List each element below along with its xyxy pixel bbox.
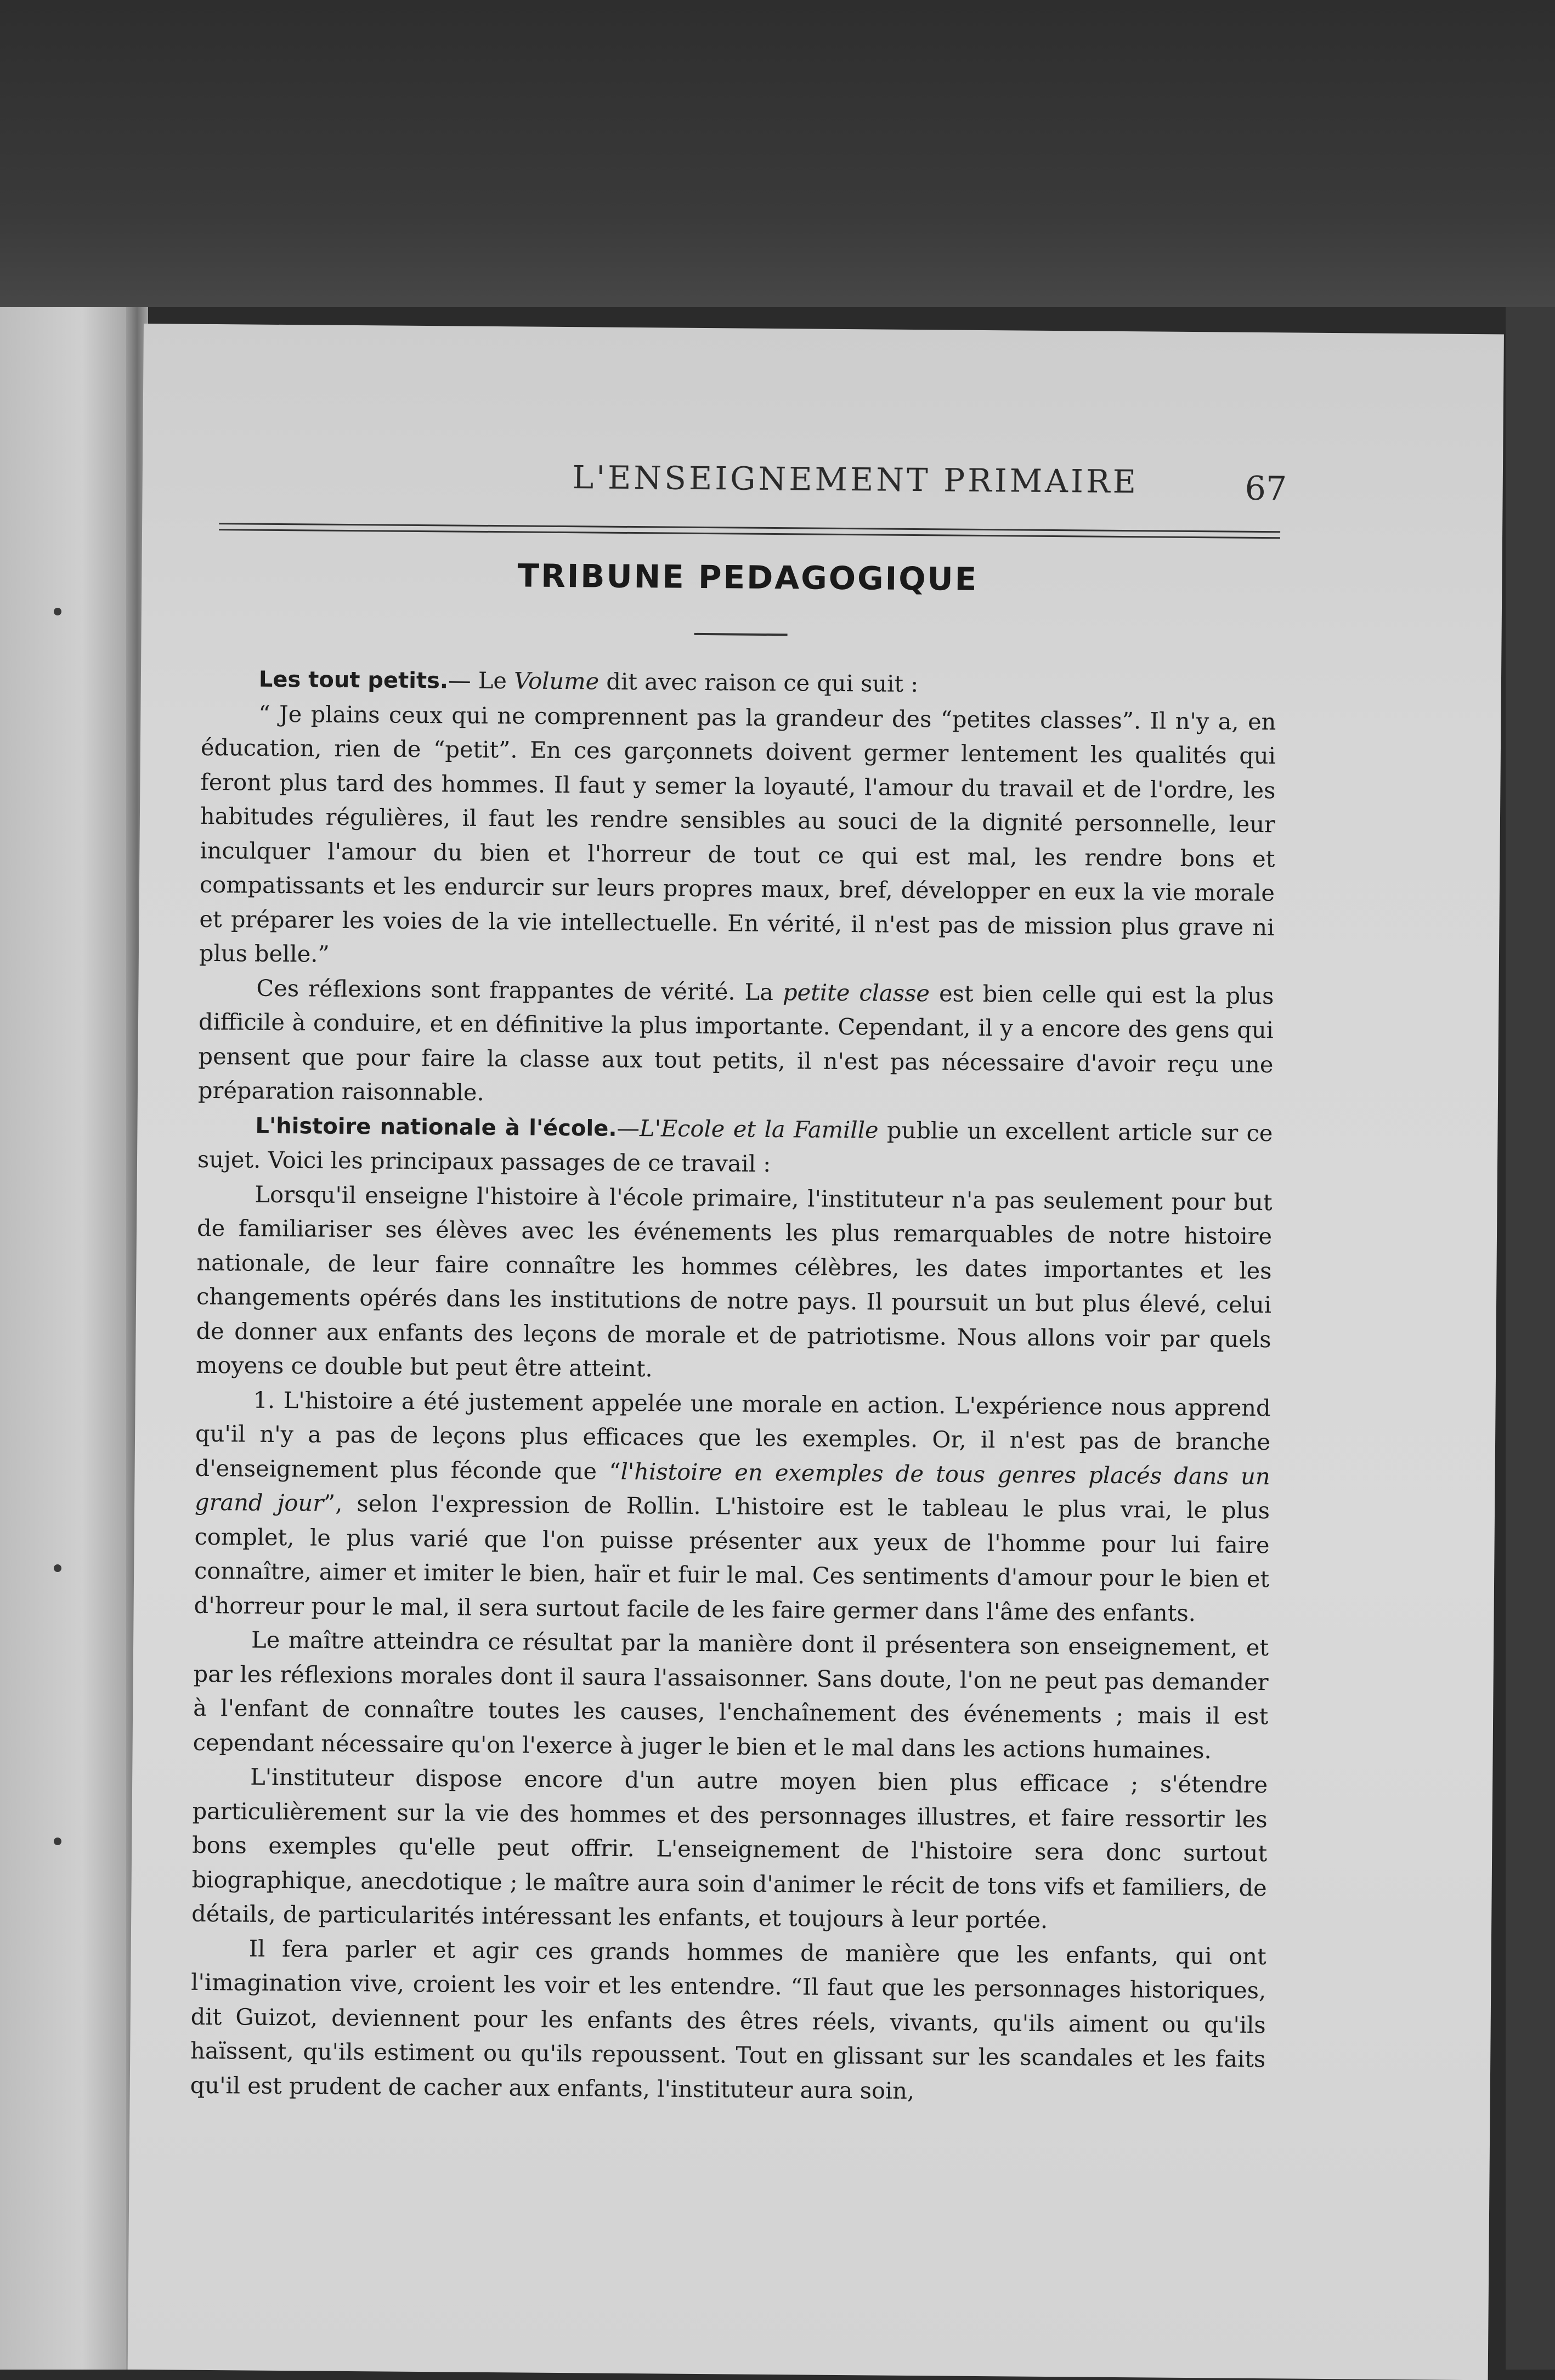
paragraph: Il fera parler et agir ces grands hommes de manière que les enfants, qui ont l'imagination vive, croient les voir et les entendre. “Il faut que les personnages historiques, dit Guizot, deviennent pour les enfants des êtres réels, vivants, qu'ils aiment ou qu'ils haïssent, qu'ils estiment ou qu'ils repoussent. Tout en glissant sur les scandales et les faits qu'il est prudent de cacher aux enfants, l'instituteur aura soin,: [190, 1935, 1266, 2104]
paragraph: [198, 970, 1274, 1116]
quote-paragraph: “ Je plains ceux qui ne comprennent pas la grandeur des “petites classes”. Il n'y a, en éducation, rien de “petit”. En ces garçonnets doivent germer lentement les qualités qui feront plus tard des hommes. Il faut y semer la loyauté, l'amour du travail et de l'ordre, les habitudes régulières, il faut les rendre sensibles au souci de la dignité personnelle, leur inculquer l'amour du bien et l'horreur de tout ce qui est mal, les rendre bons et compatissants et les endurcir sur leurs propres maux, bref, développer en eux la vie morale et préparer les voies de la vie intellectuelle. En vérité, il n'est pas de mission plus grave ni plus belle.”: [199, 700, 1276, 968]
paragraph: L'instituteur dispose encore d'un autre moyen bien plus efficace ; s'étendre particulièrement sur la vie des hommes et des personnages illustres, et faire ressortir les bons exemples qu'elle peut offrir. L'enseignement de l'histoire sera donc surtout biographique, anecdotique ; le maître aura soin d'animer le récit de tons vifs et familiers, de détails, de particularités intéressant les enfants, et toujours à leur portée.: [191, 1763, 1268, 1934]
paragraph: Le maître atteindra ce résultat par la manière dont il présentera son enseignement, et par les réflexions morales dont il saura l'assaisonner. Sans doute, l'on ne peut pas demander à l'enfant de connaître toutes les causes, l'enchaînement des événements ; mais il est cependant nécessaire qu'on l'exerce à juger le bien et le mal dans les actions humaines.: [193, 1626, 1269, 1763]
text: —: [617, 1114, 640, 1141]
scan-background-right: [1506, 307, 1555, 2370]
text: est bien celle qui est la plus difficile à conduire, et en définitive la plus importante. Cependant, il y a encore des gens qui pensent que pour faire la classe aux tout petits, il n'est pas nécessaire d'avoir reçu une préparation raisonnable.: [197, 979, 1274, 1106]
text: 1. L'histoire a été justement appelée une morale en action. L'expérience nous apprend qu'il n'y a pas de leçons plus efficaces que les exemples. Or, il n'est pas de branche d'enseignement plus féconde que “: [195, 1386, 1271, 1485]
article-lead: Les tout petits.: [258, 666, 449, 694]
running-head: L'ENSEIGNEMENT PRIMAIRE: [572, 459, 1139, 501]
italic-text: petite classe: [782, 978, 930, 1007]
article-body: [190, 662, 1277, 2111]
binding-hole: [54, 1564, 61, 1572]
document-page: [128, 324, 1504, 2380]
scan-background-top: [0, 0, 1555, 307]
title-rule: [694, 633, 788, 636]
italic-text: Volume: [513, 667, 600, 695]
header-rule: [219, 523, 1280, 539]
paragraph: [197, 1107, 1273, 1185]
paragraph: Lorsqu'il enseigne l'histoire à l'école primaire, l'instituteur n'a pas seulement pour but de familiariser ses élèves avec les événements les plus remarquables de notre histoire nationale, de leur faire connaître les hommes célèbres, les dates importantes et les changements opérés dans les institutions de notre pays. Il poursuit un but plus élevé, celui de donner aux enfants des leçons de morale et de patriotisme. Nous allons voir par quels moyens ce double but peut être atteint.: [195, 1180, 1273, 1382]
text: dit avec raison ce qui suit :: [598, 668, 919, 698]
paragraph: [194, 1382, 1270, 1631]
binding-hole: [54, 608, 61, 615]
text: Ces réflexions sont frappantes de vérité. La: [256, 974, 783, 1005]
facing-page-edge: [0, 307, 137, 2370]
binding-hole: [54, 1838, 61, 1845]
article-lead: L'histoire nationale à l'école.: [255, 1113, 617, 1141]
text: publie un excellent article sur ce sujet. Voici les principaux passages de ce travail :: [197, 1116, 1273, 1178]
text: — Le: [448, 666, 514, 694]
section-title: TRIBUNE PEDAGOGIQUE: [517, 557, 979, 598]
page-number: 67: [1245, 469, 1287, 508]
italic-text: L'Ecole et la Famille: [639, 1114, 879, 1144]
text: ”, selon l'expression de Rollin. L'histoire est le tableau le plus vrai, le plus complet, le plus varié que l'on puisse présenter aux yeux de l'homme pour lui faire connaître, aimer et imiter le bien, haïr et fuir le mal. Ces sentiments d'amour pour le bien et d'horreur pour le mal, il sera surtout facile de les faire germer dans l'âme des enfants.: [194, 1489, 1270, 1626]
italic-text: l'histoire en exemples de tous genres placés dans un grand jour: [194, 1457, 1270, 1517]
